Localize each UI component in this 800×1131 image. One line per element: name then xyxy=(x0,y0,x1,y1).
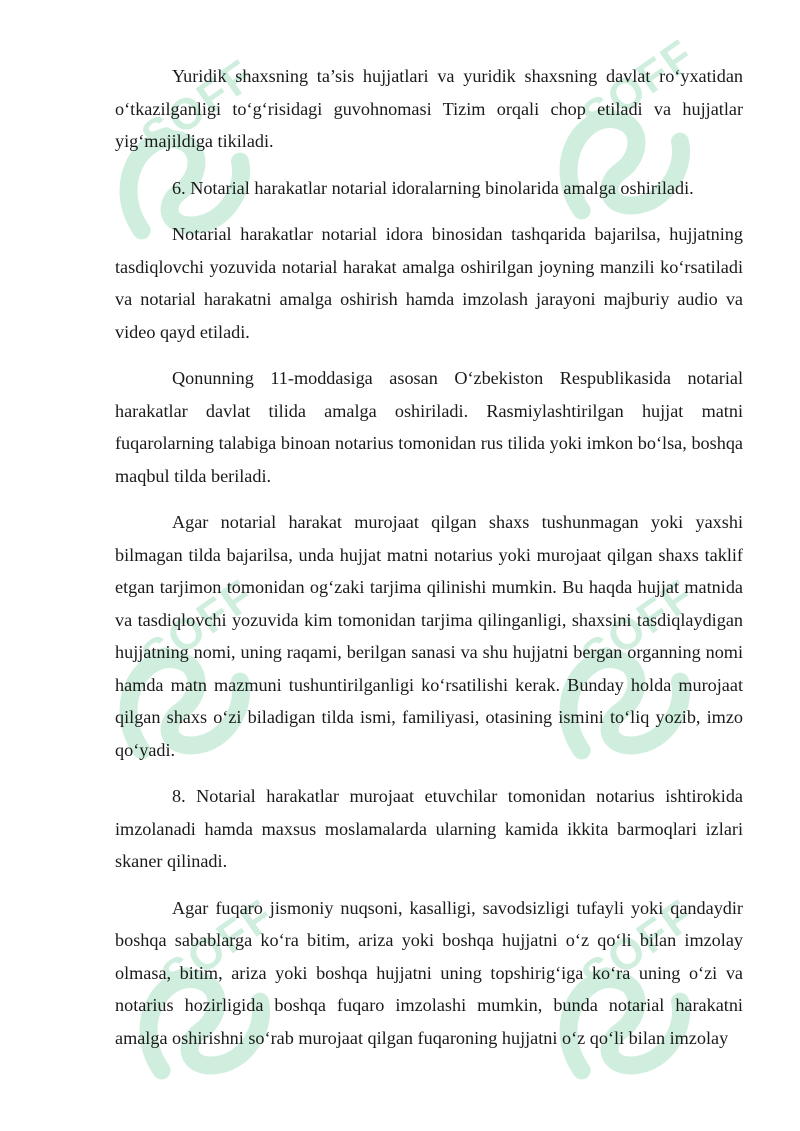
paragraph: Qonunning 11-moddasiga asosan O‘zbekiston Respublikasida notarial harakatlar davlat tilida amalga oshiriladi. Rasmiylashtirilgan hujjat matni fuqarolarning talabiga binoan notarius tomonidan rus tilida yoki imkon bo‘lsa, boshqa maqbul tilda beriladi. xyxy=(115,368,743,486)
paragraph: 8. Notarial harakatlar murojaat etuvchilar tomonidan notarius ishtirokida imzolanadi hamda maxsus moslamalarda ularning kamida ikkita barmoqlari izlari skaner qilinadi. xyxy=(115,786,743,871)
paragraph: 6. Notarial harakatlar notarial idoralarning binolarida amalga oshiriladi. xyxy=(172,177,694,198)
paragraph: Agar notarial harakat murojaat qilgan shaxs tushunmagan yoki yaxshi bilmagan tilda bajarilsa, unda hujjat matni notarius yoki murojaat qilgan shaxs taklif etgan tarjimon tomonidan og‘zaki tarjima qilinishi mumkin. Bu haqda hujjat matnida va tasdiqlovchi yozuvida kim tomonidan tarjima qilinganligi, shaxsini tasdiqlaydigan hujjatning nomi, uning raqami, berilgan sanasi va shu hujjatni bergan organning nomi hamda matn mazmuni tushuntirilganligi ko‘rsatilishi kerak. Bunday holda murojaat qilgan shaxs o‘zi biladigan tilda ismi, familiyasi, otasining ismini to‘liq yozib, imzo qo‘yadi. xyxy=(115,512,743,760)
paragraph: Yuridik shaxsning ta’sis hujjatlari va yuridik shaxsning davlat ro‘yxatidan o‘tkazilganligi to‘g‘risidagi guvohnomasi Tizim orqali chop etiladi va hujjatlar yig‘majildiga tikiladi. xyxy=(115,66,743,151)
paragraph: Agar fuqaro jismoniy nuqsoni, kasalligi, savodsizligi tufayli yoki qandaydir boshqa sabablarga ko‘ra bitim, ariza yoki boshqa hujjatni o‘z qo‘li bilan imzolay olmasa, bitim, ariza yoki boshqa hujjatni uning topshirig‘iga ko‘ra uning o‘zi va notarius hozirligida boshqa fuqaro imzolashi mumkin, bunda notarial harakatni amalga oshirishni so‘rab murojaat qilgan fuqaroning hujjatni o‘z qo‘li bilan imzolay xyxy=(115,897,743,1048)
paragraph: Notarial harakatlar notarial idora binosidan tashqarida bajarilsa, hujjatning tasdiqlovchi yozuvida notarial harakat amalga oshirilgan joyning manzili ko‘rsatiladi va notarial harakatni amalga oshirish hamda imzolash jarayoni majburiy audio va video qayd etiladi. xyxy=(115,224,743,342)
document-page xyxy=(115,60,743,1054)
